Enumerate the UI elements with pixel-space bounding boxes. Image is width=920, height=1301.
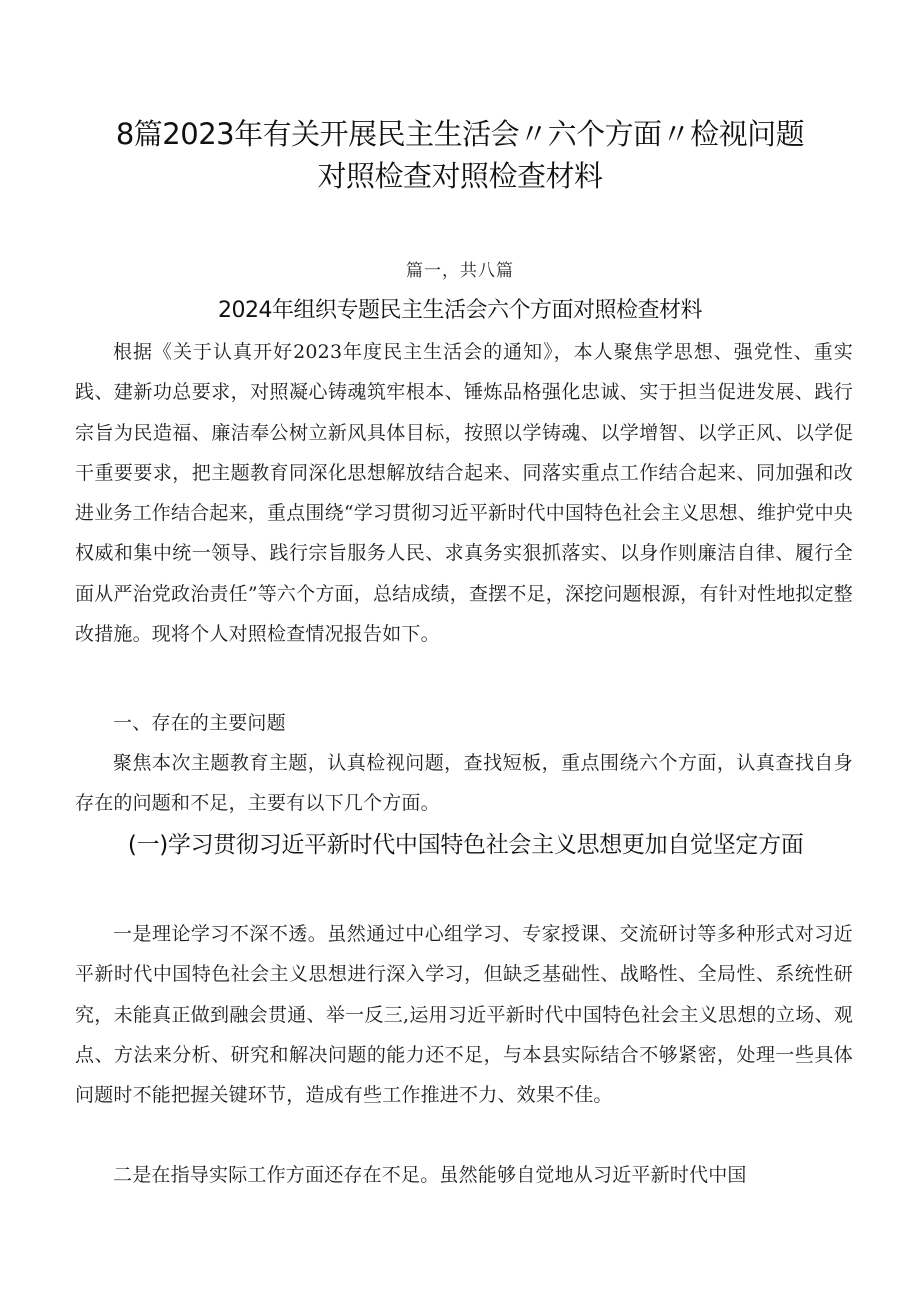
- focus-paragraph: 聚焦本次主题教育主题，认真检视问题，查找短板，重点围绕六个方面，认真查找自身存在的问题和不足，主要有以下几个方面。: [75, 752, 853, 815]
- intro-paragraph: 根据《关于认真开好2023年度民主生活会的通知》，本人聚焦学思想、强党性、重实践、建新功总要求，对照凝心铸魂筑牢根本、锤炼品格强化忠诚、实于担当促进发展、践行宗旨为民造福、廉洁奉公树立新风具体目标，按照以学铸魂、以学增智、以学正风、以学促干重要要求，把主题教育同深化思想解放结合起来、同落实重点工作结合起来、同加强和改进业务工作结合起来，重点围绕“学习贯彻习近平新时代中国特色社会主义思想、维护党中央权威和集中统一领导、践行宗旨服务人民、求真务实狠抓落实、以身作则廉洁自律、履行全面从严治党政治责任”等六个方面，总结成绩，查摆不足，深挖问题根源，有针对性地拟定整改措施。现将个人对照检查情况报告如下。: [75, 341, 853, 646]
- part-label: 篇一，共八篇: [406, 261, 514, 281]
- document-title-line2: 对照检查对照检查材料: [317, 159, 603, 193]
- subsection-heading: (一)学习贯彻习近平新时代中国特色社会主义思想更加自觉坚定方面: [127, 832, 804, 858]
- guidance-paragraph: 二是在指导实际工作方面还存在不足。虽然能够自觉地从习近平新时代中国: [113, 1164, 747, 1186]
- document-title-line1: 8篇2023年有关开展民主生活会〃六个方面〃检视问题: [115, 117, 805, 151]
- section-title: 2024年组织专题民主生活会六个方面对照检查材料: [218, 298, 702, 323]
- theory-study-paragraph: 一是理论学习不深不透。虽然通过中心组学习、专家授课、交流研讨等多种形式对习近平新时代中国特色社会主义思想进行深入学习，但缺乏基础性、战略性、全局性、系统性研究，未能真正做到融会贯通、举一反三,运用习近平新时代中国特色社会主义思想的立场、观点、方法来分析、研究和解决问题的能力还不足，与本县实际结合不够紧密，处理一些具体问题时不能把握关键环节，造成有些工作推进不力、效果不佳。: [75, 923, 853, 1107]
- heading-main-problems: 一、存在的主要问题: [113, 712, 286, 734]
